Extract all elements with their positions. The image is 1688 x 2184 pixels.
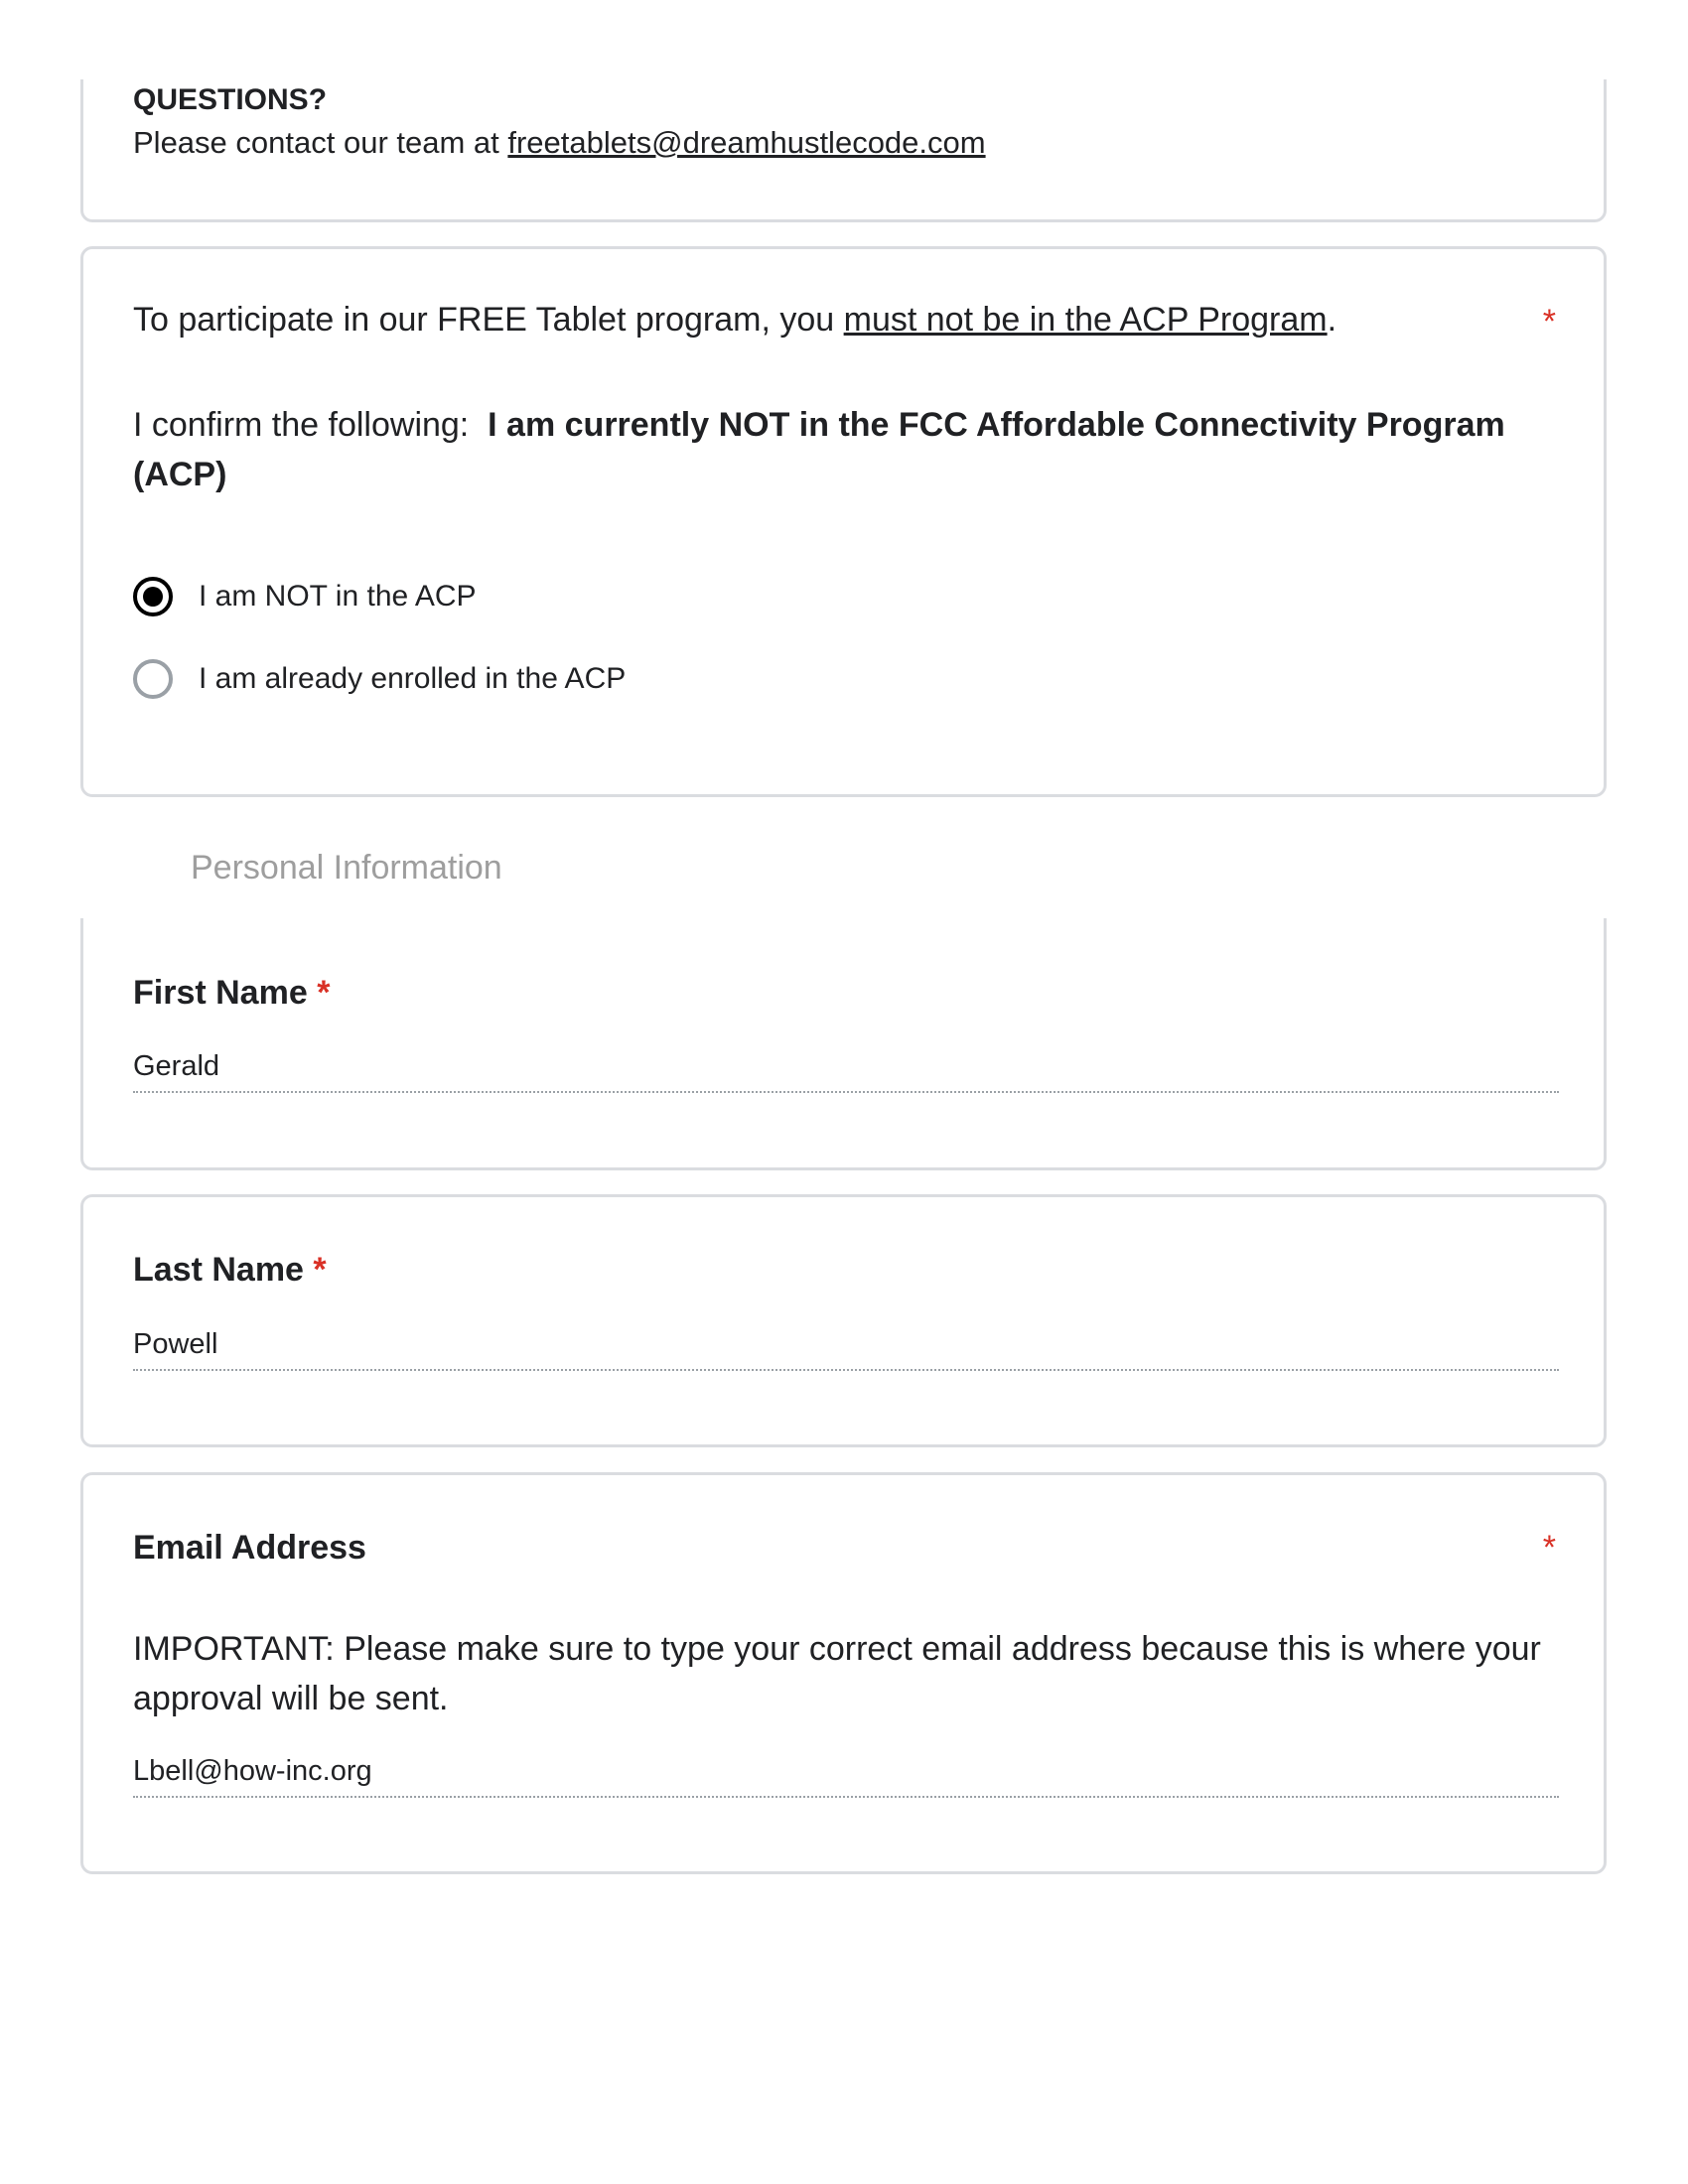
acp-confirm-bold: I am currently NOT in the FCC Affordable Connectivity Program (ACP) — [133, 406, 1505, 493]
first-name-label — [133, 974, 330, 1013]
email-input[interactable]: Lbell@how-inc.org — [133, 1755, 1559, 1798]
radio-unselected-icon[interactable] — [133, 659, 173, 699]
required-asterisk: * — [1542, 1529, 1556, 1567]
last-name-label-text: Last Name — [133, 1251, 304, 1289]
last-name-input[interactable]: Powell — [133, 1328, 1559, 1371]
first-name-card — [80, 918, 1607, 1170]
contact-line — [133, 125, 986, 161]
email-label: Email Address — [133, 1529, 366, 1567]
acp-intro-after: . — [1327, 301, 1337, 339]
first-name-label-text: First Name — [133, 974, 308, 1012]
required-asterisk: * — [1542, 303, 1556, 341]
section-title: Personal Information — [191, 849, 502, 887]
radio-option-enrolled-in-acp[interactable] — [133, 659, 626, 699]
questions-card — [80, 79, 1607, 222]
email-card — [80, 1472, 1607, 1874]
contact-text: Please contact our team at — [133, 125, 508, 160]
last-name-label — [133, 1251, 327, 1290]
contact-email-link[interactable]: freetablets@dreamhustlecode.com — [507, 125, 986, 160]
email-description: IMPORTANT: Please make sure to type your correct email address because this is where your approval will be sent. — [133, 1630, 1541, 1717]
required-asterisk: * — [317, 974, 331, 1012]
radio-label: I am NOT in the ACP — [199, 580, 477, 613]
radio-option-not-in-acp[interactable] — [133, 577, 477, 616]
acp-confirm-text — [133, 400, 1563, 499]
required-asterisk: * — [313, 1251, 327, 1289]
acp-question-card — [80, 246, 1607, 797]
acp-program-link[interactable]: must not be in the ACP Program — [843, 301, 1328, 339]
acp-intro-text — [133, 301, 1336, 340]
acp-confirm-prefix: I confirm the following: — [133, 406, 489, 444]
last-name-card — [80, 1194, 1607, 1447]
radio-selected-icon[interactable] — [133, 577, 173, 616]
questions-heading: QUESTIONS? — [133, 83, 328, 116]
first-name-input[interactable]: Gerald — [133, 1050, 1559, 1093]
radio-label: I am already enrolled in the ACP — [199, 662, 627, 695]
acp-intro-before: To participate in our FREE Tablet program, you — [133, 301, 844, 339]
